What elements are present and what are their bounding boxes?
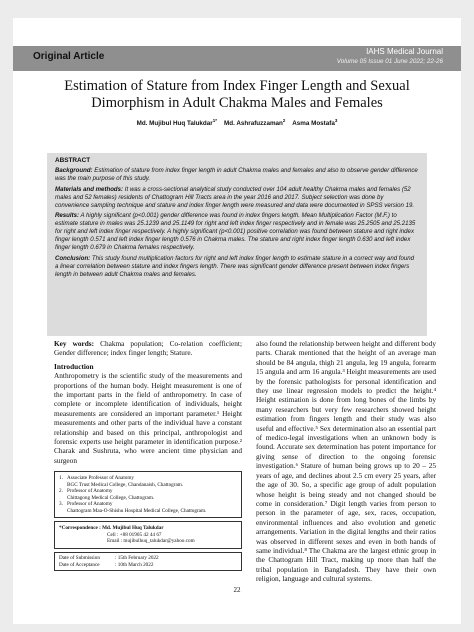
right-column xyxy=(256,339,436,584)
keywords xyxy=(54,339,242,358)
left-column xyxy=(54,339,242,571)
affiliation-number: 2. xyxy=(59,488,63,495)
abstract-methods xyxy=(55,186,419,210)
corr-cell: Cell : +88 01905 42 44 67 xyxy=(107,531,162,538)
intro-heading: Introduction xyxy=(54,361,94,371)
corr-name: Md. Mujibul Huq Talukdar xyxy=(100,525,164,532)
volume-issue: Volume 05 Issue 01 June 2022; 22-26 xyxy=(336,58,443,65)
article-type: Original Article xyxy=(33,51,105,62)
submission-row xyxy=(59,555,237,562)
affiliation-text: Associate Professor of Anatomy BGC Trust Medical College, Chandanaish, Chattogram. xyxy=(67,475,184,488)
affiliation-1 xyxy=(59,475,237,488)
acceptance-row xyxy=(59,562,237,569)
affiliation-number: 3. xyxy=(59,501,63,508)
keywords-label: Key words: xyxy=(54,339,95,348)
affiliation-3 xyxy=(59,501,237,514)
paper-title: Estimation of Stature from Index Finger Length and Sexual Dimorphism in Adult Chakma Males and Females xyxy=(64,78,410,111)
affiliations-box xyxy=(54,471,242,518)
affiliation-text: Professor of Anatomy Chattogram Maa-O-Shishu Hospital Medical College, Chattogram. xyxy=(67,501,207,514)
intro-text: Anthropometry is the scientific study of the measurements and proportions of the human body. Height measurement is one of the important parts in the field of anthropometry. In case of complete or incomplete identification of individuals, height measurements are considered an important parameter.¹ Height measurements and other parts of the individual have a constant relationship and based on this principal, anthropologist and forensic experts use height parameter in identification purpose.² Charak and Sushruta, who were ancient time physician and surgeon xyxy=(54,371,242,465)
author-2: Md. Ashrafuzzaman xyxy=(224,120,283,128)
correspondence-box xyxy=(54,521,242,549)
submission-label: Date of Submission xyxy=(59,554,100,561)
acceptance-date: : 10th March 2022 xyxy=(115,561,154,568)
methods-label: Materials and methods: xyxy=(55,185,124,193)
journal-name: IAHS Medical Journal xyxy=(366,47,443,56)
abstract-box xyxy=(47,153,427,336)
results-text: A highly significant (p<0.001) gender difference was found in index fingers length. Mean Multiplication Factor (M.F.) to estimate stature in males was 25.1239 and 25.1149 for right and left index finger respectively and in female was 25.2505 and 25.2135 for right and left index finger respectively. A highly significant (p<0.001) positive correlation was found between stature and right index finger length 0.571 and left index finger length 0.576 in Chakma males. The stature and right index finger length 0.630 and left index finger length 0.679 in Chakma females respectively. xyxy=(55,212,416,252)
affiliation-text: Professor of Anatomy Chittagong Medical College, Chattogram. xyxy=(67,488,155,501)
results-label: Results: xyxy=(55,212,80,220)
conclusion-label: Conclusion: xyxy=(55,254,91,262)
author-3-sup: 3 xyxy=(334,118,338,123)
author-2-sup: 2 xyxy=(282,118,286,123)
header-banner xyxy=(13,46,461,71)
affiliation-number: 1. xyxy=(59,475,63,482)
submission-date: : 15th February 2022 xyxy=(115,554,159,561)
methods-text: It was a cross-sectional analytical study conducted over 104 adult healthy Chakma males and females (52 males and 52 females) residents of Chattogram Hill Tracts area in the year 2016 and 2017. Subject selection was done by convenience sampling technique and stature and index finger length were measured and data were documented in SPSS version 19. xyxy=(55,185,415,209)
affiliation-2 xyxy=(59,488,237,501)
corr-email: Email : mujibulhuq_talukdar@yahoo.com xyxy=(107,538,195,545)
abstract-background xyxy=(55,167,419,183)
abstract-heading: ABSTRACT xyxy=(55,157,91,164)
background-label: Background: xyxy=(55,166,93,174)
right-column-text: also found the relationship between height and different body parts. Charak mentioned that the height of an average man should be 84 angula, thigh 21 angula, leg 19 angula, forearm 15 angula and arm 16 angula.³ Height measurements are used by the forensic pathologists for personal identification and they use linear regression models to predict the height.⁴ Height estimation is done from long bones of the limbs by many researchers but very few researchers showed height estimation from fingers length and their study was also useful and effective.⁵ Sex determination also an essential part of medico-legal investigations when an unknown body is found. Accurate sex determination has potent importance for giving sense of direction to the ongoing forensic investigation.⁶ Stature of human being grows up to 20 – 25 years of age, and declines about 2.5 cm every 25 years, after the age of 30. So, a specific age group of adult population whose height is being steady and not changed should be come in consideration.⁷ Digit length varies from person to person in the parameter of age, sex, races, occupation, environmental influences and also evolution and genetic arrangements. Variation in the digital lengths and their ratios was observed in different sexes and even in both hands of same individual.⁸ The Chakma are the largest ethnic group in the Chattogram Hill Tract, making up more than half the tribal population in Bangladesh. They have their own religion, language and cultural systems. xyxy=(256,339,436,584)
abstract-conclusion xyxy=(55,255,419,279)
acceptance-label: Date of Acceptance xyxy=(59,561,100,568)
author-3: Asma Mostafa xyxy=(292,120,335,128)
paper-page xyxy=(13,18,461,624)
corr-label: *Correspondence : xyxy=(59,525,101,532)
abstract-results xyxy=(55,212,419,252)
background-text: Estimation of stature from index finger length in adult Chakma males and females and also to observe gender difference was the main purpose of this study. xyxy=(55,166,418,182)
page-number: 22 xyxy=(233,586,241,594)
keywords-text: Chakma population; Co-relation coefficient; Gender difference; index finger length; Stature. xyxy=(54,339,242,358)
author-list xyxy=(33,118,441,127)
conclusion-text: This study found multiplication factors for right and left index finger length to estimate stature in a correct way and found a linear correlation between stature and index fingers length. There was significant gender difference present between index fingers length in between adult Chakma males and females. xyxy=(55,254,415,278)
author-1-sup: 1* xyxy=(212,118,217,123)
author-1: Md. Mujibul Huq Talukdar xyxy=(136,120,213,128)
dates-box xyxy=(54,552,242,572)
